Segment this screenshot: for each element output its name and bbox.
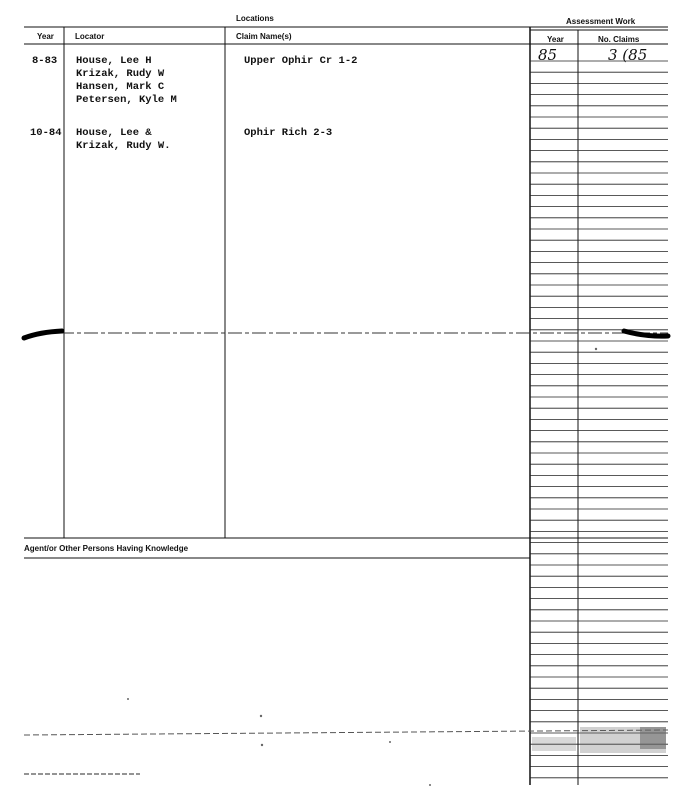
assessment-work-header: Assessment Work — [566, 17, 636, 26]
entry-locator: Petersen, Kyle M — [76, 94, 177, 106]
entry-locator: House, Lee H — [76, 55, 152, 67]
entry-claim-name: Ophir Rich 2-3 — [244, 127, 333, 139]
entry-locator: Krizak, Rudy W — [76, 68, 165, 80]
locations-header: Locations — [236, 14, 274, 23]
assessment-year-handwritten: 85 — [538, 46, 558, 64]
entry-year: 10-84 — [30, 127, 62, 139]
aw-year-column-header: Year — [547, 35, 564, 44]
aw-no-claims-column-header: No. Claims — [598, 35, 640, 44]
claim-names-column-header: Claim Name(s) — [236, 32, 292, 41]
entry-locator: Hansen, Mark C — [76, 81, 165, 93]
entry-claim-name: Upper Ophir Cr 1-2 — [244, 55, 358, 67]
year-column-header: Year — [37, 32, 54, 41]
assessment-claims-handwritten: 3 (85 — [608, 46, 648, 64]
locator-column-header: Locator — [75, 32, 105, 41]
agent-label: Agent/or Other Persons Having Knowledge — [24, 544, 189, 553]
entry-year: 8-83 — [32, 55, 58, 67]
entry-locator: House, Lee & — [76, 127, 152, 139]
entry-locator: Krizak, Rudy W. — [76, 140, 171, 152]
